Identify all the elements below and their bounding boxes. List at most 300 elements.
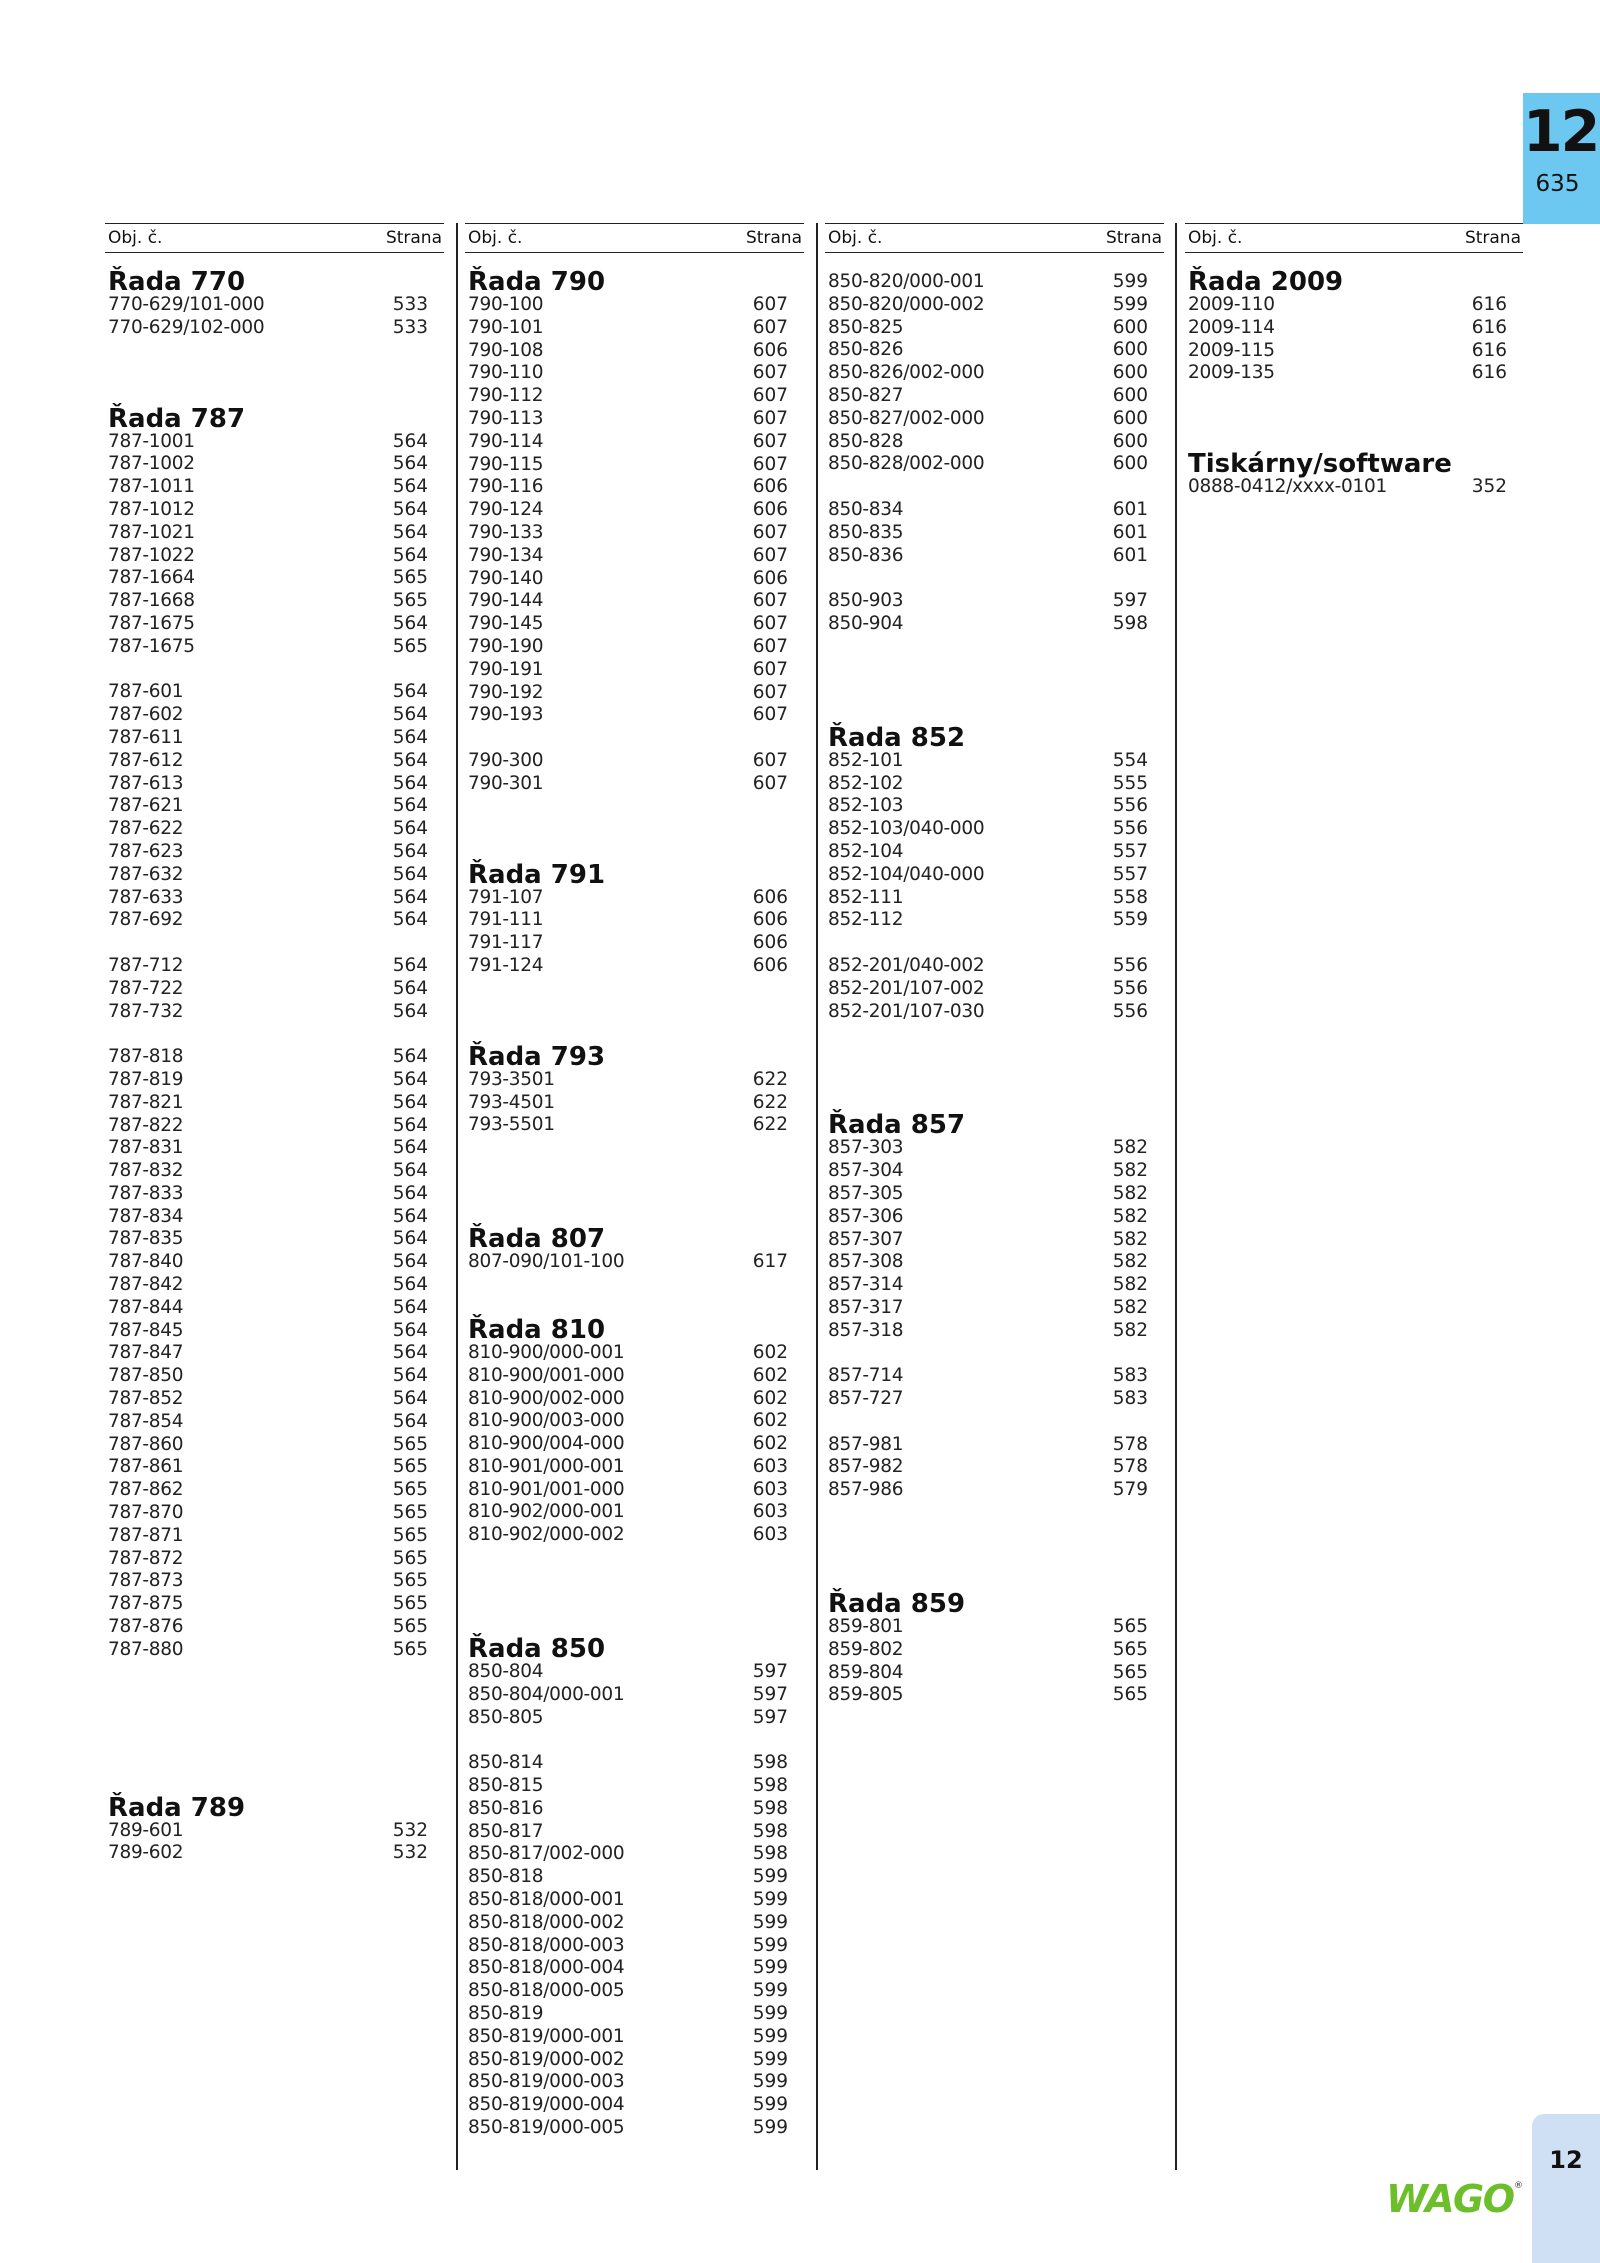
item-group (468, 1251, 788, 1274)
item-page: 564 (392, 909, 428, 931)
index-row (468, 1684, 788, 1707)
item-code: 857-982 (828, 1456, 904, 1478)
item-page: 606 (752, 909, 788, 931)
item-code: 787-844 (108, 1296, 184, 1318)
item-code: 787-612 (108, 749, 184, 771)
index-row (468, 1821, 788, 1844)
item-code: 787-860 (108, 1433, 184, 1455)
bottom-chapter-tab (1532, 2114, 1600, 2263)
index-row (108, 1616, 428, 1639)
item-code: 850-827/002-000 (828, 407, 985, 429)
index-row (828, 1274, 1148, 1297)
item-page: 564 (392, 498, 428, 520)
item-code: 790-301 (468, 772, 544, 794)
index-row (828, 1229, 1148, 1252)
item-page: 565 (392, 1502, 428, 1524)
index-row (108, 476, 428, 499)
item-code: 787-611 (108, 726, 184, 748)
item-code: 850-804 (468, 1661, 544, 1683)
item-page: 564 (392, 521, 428, 543)
index-row (828, 1001, 1148, 1024)
item-code: 787-834 (108, 1205, 184, 1227)
item-page: 578 (1112, 1456, 1148, 1478)
item-page: 565 (392, 1616, 428, 1638)
index-row (468, 1935, 788, 1958)
item-group (828, 1434, 1148, 1502)
item-code: 0888-0412/xxxx-0101 (1188, 476, 1387, 498)
item-code: 2009-115 (1188, 339, 1275, 361)
index-row (108, 773, 428, 796)
item-code: 857-307 (828, 1228, 904, 1250)
item-page: 564 (392, 544, 428, 566)
item-page: 602 (752, 1364, 788, 1386)
index-row (468, 1114, 788, 1137)
index-row (1188, 317, 1507, 340)
item-page: 579 (1112, 1479, 1148, 1501)
item-page: 564 (392, 1251, 428, 1273)
index-row (468, 773, 788, 796)
item-page: 599 (752, 1911, 788, 1933)
index-row (828, 1183, 1148, 1206)
item-page: 607 (752, 316, 788, 338)
item-code: 787-842 (108, 1274, 184, 1296)
item-code: 810-901/001-000 (468, 1478, 625, 1500)
item-page: 607 (752, 407, 788, 429)
item-page: 564 (392, 840, 428, 862)
index-row (468, 590, 788, 613)
item-page: 564 (392, 1388, 428, 1410)
index-row (828, 362, 1148, 385)
index-row (468, 340, 788, 363)
index-row (108, 1411, 428, 1434)
index-row (108, 1183, 428, 1206)
index-row (108, 613, 428, 636)
item-page: 607 (752, 590, 788, 612)
index-row (468, 1775, 788, 1798)
index-row (108, 864, 428, 887)
item-page: 607 (752, 521, 788, 543)
index-row (108, 1320, 428, 1343)
item-page: 565 (1112, 1616, 1148, 1638)
item-page: 598 (1112, 612, 1148, 634)
series-section (108, 1793, 428, 1866)
index-row (468, 454, 788, 477)
item-code: 807-090/101-100 (468, 1251, 625, 1273)
item-code: 850-828/002-000 (828, 453, 985, 475)
item-code: 850-825 (828, 316, 904, 338)
index-column-4 (1185, 223, 1523, 499)
item-code: 790-108 (468, 339, 544, 361)
item-page: 602 (752, 1387, 788, 1409)
header-page-label: Strana (385, 228, 442, 248)
index-row (468, 408, 788, 431)
item-page: 582 (1112, 1205, 1148, 1227)
column-header (465, 223, 804, 253)
index-column-1 (105, 223, 444, 1865)
item-page: 564 (392, 1228, 428, 1250)
index-row (828, 522, 1148, 545)
series-section (468, 1224, 788, 1274)
index-row (108, 1570, 428, 1593)
index-row (468, 545, 788, 568)
index-row (468, 1524, 788, 1547)
index-row (468, 1661, 788, 1684)
item-page: 607 (752, 613, 788, 635)
item-page: 564 (392, 704, 428, 726)
item-page: 565 (392, 1593, 428, 1615)
item-code: 850-819/000-002 (468, 2048, 625, 2070)
index-row (468, 1388, 788, 1411)
item-code: 790-110 (468, 362, 544, 384)
item-page: 556 (1112, 977, 1148, 999)
item-page: 599 (752, 1866, 788, 1888)
item-code: 810-900/001-000 (468, 1364, 625, 1386)
item-page: 607 (752, 749, 788, 771)
index-row (828, 955, 1148, 978)
item-page: 583 (1112, 1388, 1148, 1410)
item-code: 810-900/002-000 (468, 1387, 625, 1409)
item-code: 850-834 (828, 498, 904, 520)
item-code: 787-1664 (108, 567, 195, 589)
item-code: 790-134 (468, 544, 544, 566)
index-row (468, 2026, 788, 2049)
index-row (108, 1137, 428, 1160)
item-group (828, 271, 1148, 476)
item-group (1188, 476, 1507, 499)
item-code: 850-836 (828, 544, 904, 566)
column-header (105, 223, 444, 253)
item-group (828, 1616, 1148, 1707)
index-row (468, 1433, 788, 1456)
item-page: 597 (752, 1683, 788, 1705)
index-row (108, 1297, 428, 1320)
item-page: 564 (392, 818, 428, 840)
index-row (108, 499, 428, 522)
item-page: 599 (752, 2071, 788, 2093)
index-row (108, 431, 428, 454)
item-code: 850-820/000-001 (828, 271, 985, 292)
header-page-label: Strana (1105, 228, 1162, 248)
index-row (828, 864, 1148, 887)
bottom-chapter-number: 12 (1549, 2146, 1583, 2174)
index-row (828, 909, 1148, 932)
index-row (828, 590, 1148, 613)
item-page: 599 (752, 1934, 788, 1956)
item-group (1188, 294, 1507, 385)
item-page: 557 (1112, 863, 1148, 885)
index-row (828, 1479, 1148, 1502)
item-page: 564 (392, 1274, 428, 1296)
index-row (468, 476, 788, 499)
item-group (468, 294, 788, 727)
index-row (108, 795, 428, 818)
item-code: 859-804 (828, 1661, 904, 1683)
index-row (468, 1251, 788, 1274)
index-row (468, 1479, 788, 1502)
index-row (828, 1456, 1148, 1479)
svg-text:®: ® (1514, 2181, 1523, 2191)
item-code: 791-124 (468, 954, 544, 976)
item-page: 564 (392, 977, 428, 999)
item-code: 787-873 (108, 1570, 184, 1592)
index-row (108, 545, 428, 568)
index-row (828, 1616, 1148, 1639)
series-section (1188, 267, 1507, 385)
item-page: 599 (752, 2003, 788, 2025)
item-code: 787-819 (108, 1068, 184, 1090)
item-page: 599 (752, 1957, 788, 1979)
item-code: 787-876 (108, 1616, 184, 1638)
item-code: 770-629/102-000 (108, 316, 265, 338)
item-page: 602 (752, 1433, 788, 1455)
item-page: 607 (752, 681, 788, 703)
item-code: 790-124 (468, 499, 544, 521)
item-page: 564 (392, 1342, 428, 1364)
item-page: 597 (752, 1706, 788, 1728)
item-page: 597 (752, 1661, 788, 1683)
item-page: 533 (392, 294, 428, 315)
item-page: 603 (752, 1478, 788, 1500)
item-code: 850-820/000-002 (828, 293, 985, 315)
series-section (468, 267, 788, 796)
item-code: 787-622 (108, 818, 184, 840)
item-page: 554 (1112, 749, 1148, 771)
series-section (468, 860, 788, 978)
series-title: Řada 787 (108, 403, 246, 434)
index-row (468, 636, 788, 659)
index-row (108, 1525, 428, 1548)
item-page: 599 (1112, 271, 1148, 292)
item-group (828, 955, 1148, 1023)
series-section (108, 404, 428, 1662)
item-page: 564 (392, 749, 428, 771)
item-page: 565 (392, 1638, 428, 1660)
item-page: 622 (752, 1068, 788, 1090)
item-page: 599 (752, 1889, 788, 1911)
item-group (108, 681, 428, 932)
index-row (468, 1365, 788, 1388)
column-divider (456, 223, 458, 2170)
item-page: 565 (392, 1433, 428, 1455)
index-row (108, 1548, 428, 1571)
index-row (828, 1320, 1148, 1343)
index-row (468, 431, 788, 454)
item-code: 787-712 (108, 954, 184, 976)
series-title: Řada 790 (468, 267, 606, 297)
item-code: 859-801 (828, 1616, 904, 1638)
item-code: 2009-114 (1188, 316, 1275, 338)
index-row (108, 1434, 428, 1457)
index-row (828, 841, 1148, 864)
item-code: 790-190 (468, 635, 544, 657)
index-row (108, 1456, 428, 1479)
index-row (108, 1115, 428, 1138)
item-code: 791-107 (468, 886, 544, 908)
item-page: 564 (392, 1000, 428, 1022)
item-page: 599 (752, 2117, 788, 2139)
item-code: 850-817/002-000 (468, 1843, 625, 1865)
item-code: 850-818/000-001 (468, 1889, 625, 1911)
item-page: 607 (752, 658, 788, 680)
item-code: 787-692 (108, 909, 184, 931)
index-row (468, 2003, 788, 2026)
index-row (108, 841, 428, 864)
index-row (468, 1980, 788, 2003)
index-row (828, 339, 1148, 362)
index-row (828, 613, 1148, 636)
item-code: 857-304 (828, 1160, 904, 1182)
series-title: Řada 859 (828, 1589, 966, 1620)
item-page: 607 (752, 635, 788, 657)
item-page: 600 (1112, 384, 1148, 406)
item-code: 850-904 (828, 612, 904, 634)
item-code: 810-901/000-001 (468, 1455, 625, 1477)
item-page: 578 (1112, 1433, 1148, 1455)
series-section (108, 267, 428, 340)
item-code: 790-193 (468, 704, 544, 726)
item-code: 850-818/000-002 (468, 1911, 625, 1933)
item-page: 556 (1112, 1000, 1148, 1022)
item-page: 597 (1112, 590, 1148, 612)
item-group (108, 1046, 428, 1662)
item-code: 787-840 (108, 1251, 184, 1273)
index-row (108, 978, 428, 1001)
item-page: 564 (392, 1296, 428, 1318)
index-row (468, 1752, 788, 1775)
item-code: 793-5501 (468, 1114, 555, 1136)
index-row (828, 499, 1148, 522)
item-page: 599 (1112, 293, 1148, 315)
item-page: 583 (1112, 1365, 1148, 1387)
index-row (468, 909, 788, 932)
item-code: 810-900/003-000 (468, 1410, 625, 1432)
item-code: 791-117 (468, 932, 544, 954)
header-code-label: Obj. č. (828, 228, 883, 248)
series-section (1188, 449, 1507, 499)
item-code: 787-1021 (108, 521, 195, 543)
item-code: 850-818/000-005 (468, 1980, 625, 2002)
item-page: 601 (1112, 498, 1148, 520)
item-code: 859-802 (828, 1638, 904, 1660)
index-row (468, 294, 788, 317)
item-page: 598 (752, 1843, 788, 1865)
item-page: 606 (752, 339, 788, 361)
series-title: Řada 793 (468, 1041, 606, 1072)
index-row (828, 1388, 1148, 1411)
item-group (828, 1137, 1148, 1342)
item-code: 787-1022 (108, 544, 195, 566)
item-code: 790-191 (468, 658, 544, 680)
item-page: 617 (752, 1251, 788, 1273)
item-page: 565 (392, 1479, 428, 1501)
header-page-label: Strana (745, 228, 802, 248)
item-page: 600 (1112, 362, 1148, 384)
column-divider (1175, 223, 1177, 2170)
item-page: 532 (392, 1819, 428, 1841)
column-header (825, 223, 1164, 253)
item-code: 787-821 (108, 1091, 184, 1113)
item-code: 810-902/000-002 (468, 1524, 625, 1546)
item-page: 599 (752, 2025, 788, 2047)
item-page: 606 (752, 476, 788, 498)
index-row (108, 1228, 428, 1251)
item-code: 790-112 (468, 385, 544, 407)
index-row (828, 1206, 1148, 1229)
item-code: 859-805 (828, 1684, 904, 1706)
index-row (108, 294, 428, 317)
item-page: 582 (1112, 1274, 1148, 1296)
item-page: 564 (392, 886, 428, 908)
index-row (108, 567, 428, 590)
item-page: 564 (392, 430, 428, 452)
item-page: 565 (392, 567, 428, 589)
item-page: 564 (392, 954, 428, 976)
series-title: Řada 807 (468, 1224, 606, 1255)
item-code: 790-144 (468, 590, 544, 612)
index-row (828, 1297, 1148, 1320)
item-page: 600 (1112, 453, 1148, 475)
item-code: 787-845 (108, 1319, 184, 1341)
index-row (468, 932, 788, 955)
index-row (468, 1843, 788, 1866)
item-page: 533 (392, 316, 428, 338)
index-row (1188, 340, 1507, 363)
item-page: 564 (392, 612, 428, 634)
index-row (828, 1684, 1148, 1707)
item-code: 857-981 (828, 1433, 904, 1455)
index-row (1188, 362, 1507, 385)
item-page: 564 (392, 1091, 428, 1113)
item-code: 787-601 (108, 681, 184, 703)
item-code: 787-633 (108, 886, 184, 908)
item-page: 564 (392, 1365, 428, 1387)
index-row (828, 271, 1148, 294)
item-code: 787-875 (108, 1593, 184, 1615)
item-page: 601 (1112, 521, 1148, 543)
index-row (108, 727, 428, 750)
item-page: 564 (392, 1160, 428, 1182)
item-page: 564 (392, 1137, 428, 1159)
item-group (828, 750, 1148, 932)
item-page: 606 (752, 886, 788, 908)
item-page: 582 (1112, 1251, 1148, 1273)
index-row (1188, 476, 1507, 499)
item-code: 787-623 (108, 840, 184, 862)
item-code: 787-621 (108, 795, 184, 817)
item-page: 606 (752, 567, 788, 589)
series-title: Řada 850 (468, 1634, 606, 1665)
item-page: 582 (1112, 1137, 1148, 1159)
series-title: Řada 852 (828, 722, 966, 753)
item-page: 603 (752, 1524, 788, 1546)
item-code: 790-192 (468, 681, 544, 703)
series-title: Řada 2009 (1188, 267, 1344, 297)
series-title: Tiskárny/software (1188, 449, 1452, 480)
index-row (468, 1501, 788, 1524)
item-page: 600 (1112, 430, 1148, 452)
item-page: 603 (752, 1501, 788, 1523)
series-section (828, 1110, 1148, 1502)
item-code: 852-111 (828, 886, 904, 908)
item-code: 857-308 (828, 1251, 904, 1273)
item-page: 558 (1112, 886, 1148, 908)
item-group (468, 1069, 788, 1137)
item-code: 787-602 (108, 704, 184, 726)
item-page: 622 (752, 1091, 788, 1113)
item-code: 787-854 (108, 1410, 184, 1432)
item-page: 602 (752, 1410, 788, 1432)
item-code: 787-1001 (108, 430, 195, 452)
